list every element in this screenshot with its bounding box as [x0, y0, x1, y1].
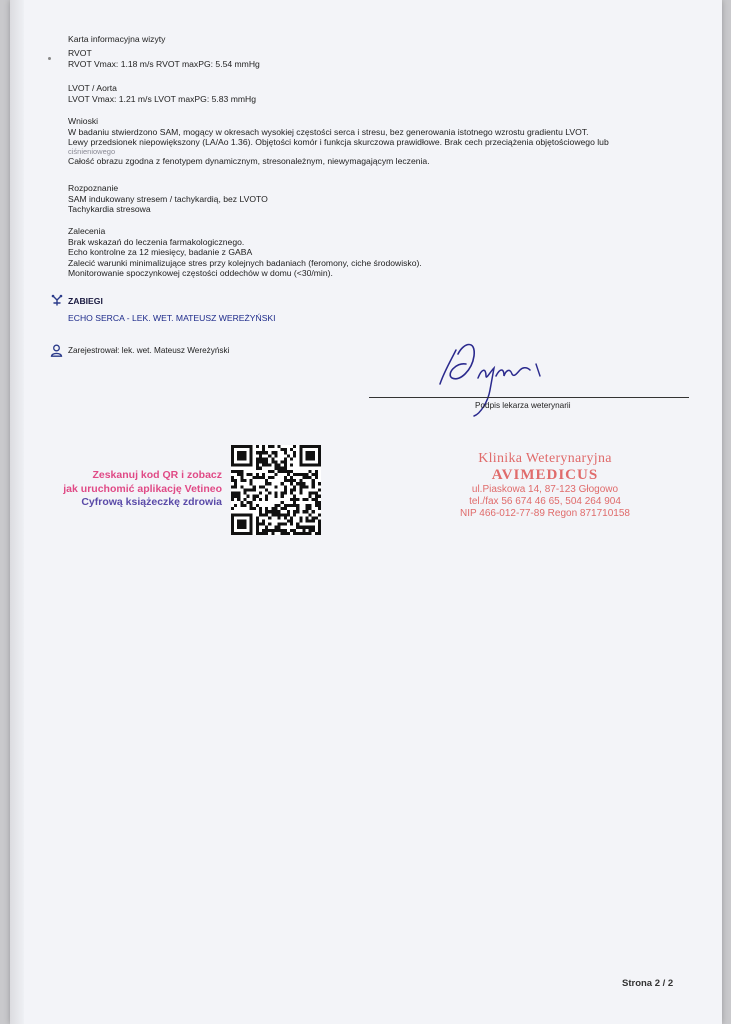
diagnosis-line: SAM indukowany stresem / tachykardią, bez LVOTO [68, 193, 268, 204]
conclusion-line: Lewy przedsionek niepowiększony (LA/Ao 1.36). Objętości komór i funkcja skurczowa prawidłowe. Brak cech przeciążenia objętościowego lub [68, 137, 609, 148]
recommendations-section [68, 226, 422, 279]
bullet-dot [48, 57, 51, 60]
promo-line: Zeskanuj kod QR i zobacz [92, 469, 222, 481]
conclusion-line: ciśnieniowego [68, 146, 116, 156]
conclusion-line: Całość obrazu zgodna z fenotypem dynamicznym, stresonależnym, niewymagającym leczenia. [68, 155, 430, 166]
recommendation-line: Monitorowanie spoczynkowej częstości oddechów w domu (<30/min). [68, 268, 333, 279]
qr-code-icon[interactable] [231, 445, 321, 535]
recommendation-line: Echo kontrolne za 12 miesięcy, badanie z GABA [68, 247, 253, 258]
promo-line: jak uruchomić aplikację Vetineo [63, 482, 222, 495]
lvot-section [68, 83, 256, 104]
signature-line [369, 397, 689, 398]
procedure-item: ECHO SERCA - LEK. WET. MATEUSZ WEREŻYŃSKI [68, 313, 276, 323]
procedure-icon [51, 294, 63, 306]
vetineo-promo [50, 469, 222, 510]
page-edge-shadow [10, 0, 24, 1024]
page-number: Strona 2 / 2 [622, 978, 674, 989]
recommendations-heading: Zalecenia [68, 226, 106, 236]
diagnosis-line: Tachykardia stresowa [68, 204, 151, 215]
conclusion-line: W badaniu stwierdzono SAM, mogący w okresach wysokiej częstości serca i stresu, bez generowania istotnego wzrostu gradientu LVOT. [68, 126, 589, 137]
rvot-values: RVOT Vmax: 1.18 m/s RVOT maxPG: 5.54 mmHg [68, 58, 260, 69]
rvot-section [68, 48, 260, 69]
clinic-stamp [435, 451, 655, 520]
stamp-tax-ids: NIP 466-012-77-89 Regon 871710158 [460, 508, 630, 519]
signature-caption: Podpis lekarza weterynarii [475, 401, 571, 410]
promo-line: Cyfrową książeczkę zdrowia [81, 496, 222, 508]
procedures-heading: ZABIEGI [68, 296, 103, 306]
stamp-line: Klinika Weterynaryjna [478, 451, 612, 466]
conclusions-heading: Wnioski [68, 116, 99, 126]
registered-by: Zarejestrował: lek. wet. Mateusz Wereżyński [68, 346, 230, 355]
rvot-heading: RVOT [68, 48, 92, 58]
document-title: Karta informacyjna wizyty [68, 34, 166, 44]
recommendation-line: Brak wskazań do leczenia farmakologicznego. [68, 236, 245, 247]
lvot-heading: LVOT / Aorta [68, 83, 117, 93]
stamp-phone: tel./fax 56 674 46 65, 504 264 904 [469, 496, 621, 507]
conclusions-section [68, 116, 609, 166]
user-icon [50, 344, 63, 357]
document-page [10, 0, 722, 1024]
diagnosis-heading: Rozpoznanie [68, 183, 119, 193]
diagnosis-section [68, 183, 268, 215]
stamp-address: ul.Piaskowa 14, 87-123 Głogowo [471, 484, 619, 495]
lvot-values: LVOT Vmax: 1.21 m/s LVOT maxPG: 5.83 mmHg [68, 93, 257, 104]
recommendation-line: Zalecić warunki minimalizujące stres przy kolejnych badaniach (feromony, ciche środowisko). [68, 257, 422, 268]
stamp-clinic-name: AVIMEDICUS [491, 467, 599, 483]
